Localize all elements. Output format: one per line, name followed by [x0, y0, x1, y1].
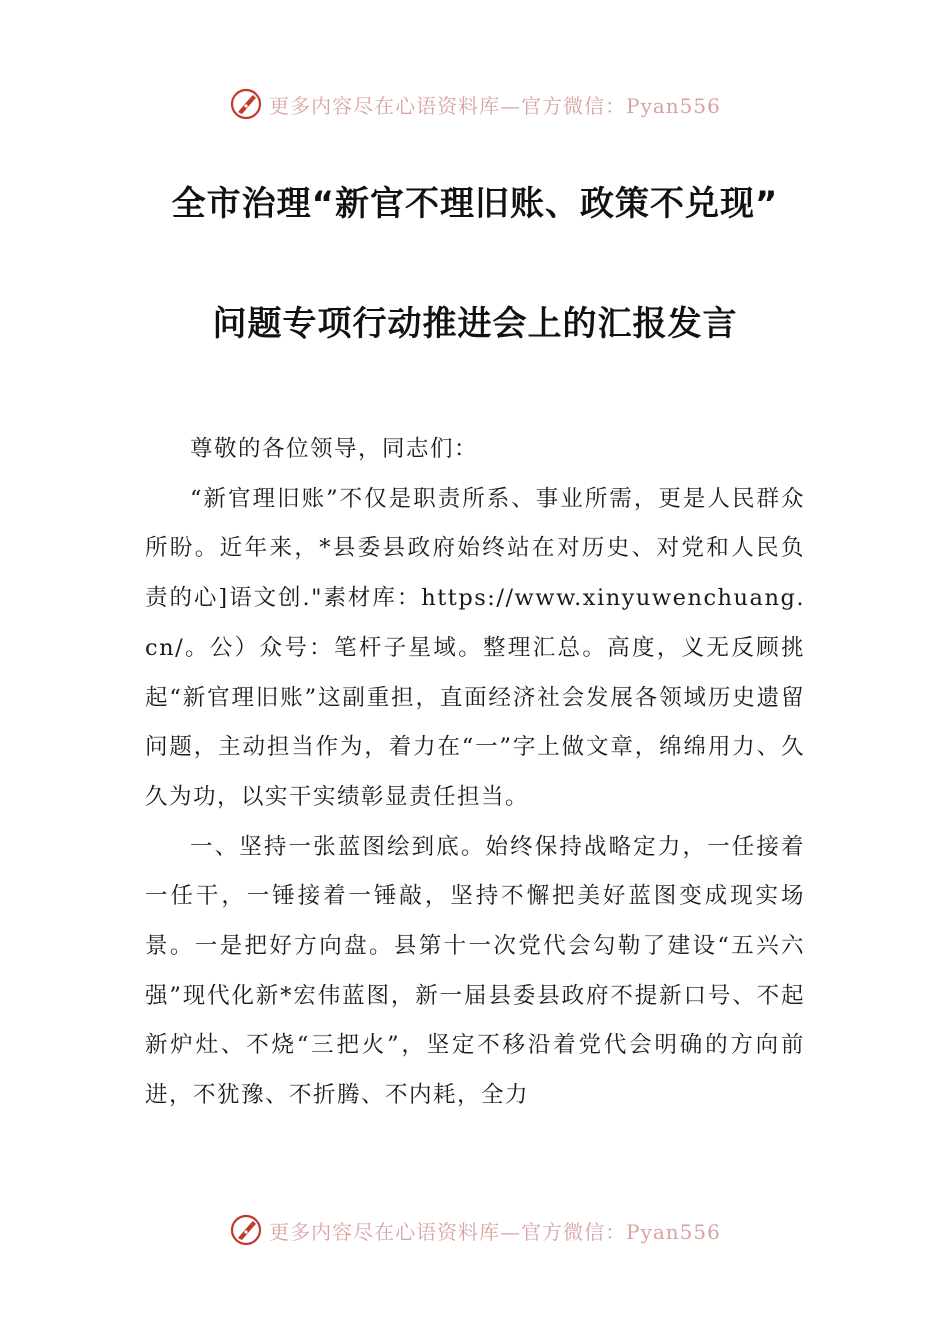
watermark-banner-bottom	[0, 1210, 950, 1250]
pen-nib-logo-icon	[229, 1213, 263, 1247]
watermark-text: 更多内容尽在心语资料库—官方微信：Pyan556	[269, 93, 721, 118]
document-title-line-2: 问题专项行动推进会上的汇报发言	[212, 304, 738, 344]
watermark-banner-top	[0, 84, 950, 124]
body-paragraph: 一、坚持一张蓝图绘到底。始终保持战略定力，一任接着一任干，一锤接着一锤敲，坚持不懈把美好蓝图变成现实场景。一是把好方向盘。县第十一次党代会勾勒了建设“五兴六强”现代化新*宏伟蓝图，新一届县委县政府不提新口号、不起新炉灶、不烧“三把火”，坚定不移沿着党代会明确的方向前进，不犹豫、不折腾、不内耗，全力	[145, 833, 805, 1109]
body-paragraph: “新官理旧账”不仅是职责所系、事业所需，更是人民群众所盼。近年来，*县委县政府始终站在对历史、对党和人民负责的心]语文创."素材库：https://www.xinyuwenchuang.cn/。公）众号：笔杆子星域。整理汇总。高度，义无反顾挑起“新官理旧账”这副重担，直面经济社会发展各领域历史遗留问题，主动担当作为，着力在“一”字上做文章，绵绵用力、久久为功，以实干实绩彰显责任担当。	[145, 485, 805, 810]
salutation: 尊敬的各位领导，同志们：	[190, 436, 479, 462]
pen-nib-logo-icon	[229, 87, 263, 121]
document-body	[145, 425, 805, 1121]
watermark-text: 更多内容尽在心语资料库—官方微信：Pyan556	[269, 1219, 721, 1244]
document-title-line-1: 全市治理“新官不理旧账、政策不兑现”	[171, 184, 779, 224]
